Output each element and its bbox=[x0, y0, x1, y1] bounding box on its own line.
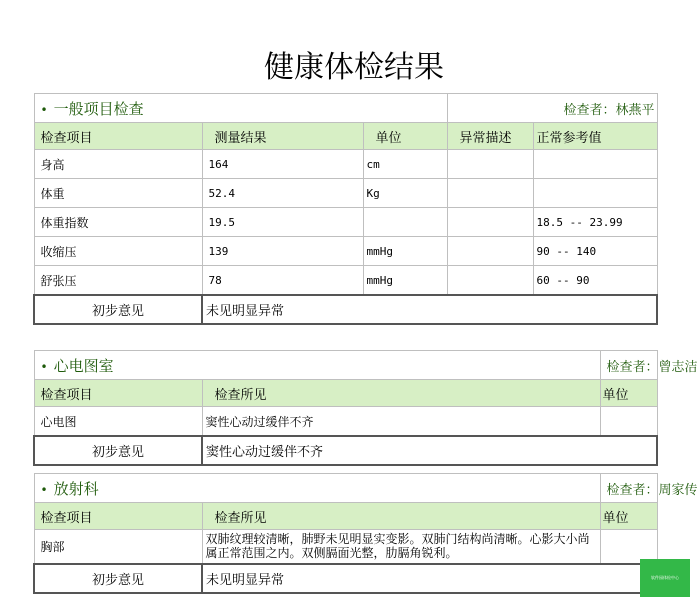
section-title: • 放射科 bbox=[34, 474, 600, 503]
item-cell: 心电图 bbox=[34, 407, 202, 437]
reference-cell: 90 -- 140 bbox=[533, 237, 657, 266]
unit-cell: mmHg bbox=[363, 237, 447, 266]
unit-cell bbox=[600, 407, 657, 437]
general-exam-table bbox=[33, 93, 658, 325]
reference-cell: 60 -- 90 bbox=[533, 266, 657, 296]
value-cell: 19.5 bbox=[202, 208, 363, 237]
opinion-label: 初步意见 bbox=[34, 436, 202, 465]
abnormal-cell bbox=[447, 179, 533, 208]
table-header-row bbox=[34, 123, 657, 150]
column-header: 检查所见 bbox=[202, 503, 600, 530]
unit-cell bbox=[363, 208, 447, 237]
examiner-label: 检查者：曾志洁 bbox=[600, 351, 657, 380]
reference-cell bbox=[533, 150, 657, 179]
abnormal-cell bbox=[447, 150, 533, 179]
item-cell: 体重指数 bbox=[34, 208, 202, 237]
opinion-text: 窦性心动过缓伴不齐 bbox=[202, 436, 657, 465]
watermark-badge: 软件园体检中心 bbox=[640, 559, 690, 597]
item-cell: 身高 bbox=[34, 150, 202, 179]
abnormal-cell bbox=[447, 208, 533, 237]
examiner-label: 检查者：周家传 bbox=[600, 474, 657, 503]
column-header: 检查项目 bbox=[34, 503, 202, 530]
opinion-row bbox=[34, 295, 657, 324]
column-header: 检查项目 bbox=[34, 380, 202, 407]
table-header-row bbox=[34, 380, 657, 407]
abnormal-cell bbox=[447, 237, 533, 266]
section-title: • 一般项目检查 bbox=[34, 94, 447, 123]
table-row bbox=[34, 208, 657, 237]
column-header: 单位 bbox=[600, 503, 657, 530]
section-title: • 心电图室 bbox=[34, 351, 600, 380]
table-row bbox=[34, 266, 657, 296]
value-cell: 52.4 bbox=[202, 179, 363, 208]
opinion-label: 初步意见 bbox=[34, 295, 202, 324]
abnormal-cell bbox=[447, 266, 533, 296]
table-row bbox=[34, 407, 657, 437]
unit-cell: Kg bbox=[363, 179, 447, 208]
finding-cell: 窦性心动过缓伴不齐 bbox=[202, 407, 600, 437]
column-header: 测量结果 bbox=[202, 123, 363, 150]
column-header: 检查项目 bbox=[34, 123, 202, 150]
value-cell: 139 bbox=[202, 237, 363, 266]
examiner-label: 检查者：林燕平 bbox=[447, 94, 657, 123]
table-row bbox=[34, 530, 657, 564]
opinion-row bbox=[34, 564, 657, 593]
opinion-row bbox=[34, 436, 657, 465]
opinion-label: 初步意见 bbox=[34, 564, 202, 593]
column-header: 异常描述 bbox=[447, 123, 533, 150]
table-row bbox=[34, 237, 657, 266]
table-row bbox=[34, 179, 657, 208]
finding-cell: 双肺纹理较清晰，肺野未见明显实变影。双肺门结构尚清晰。心影大小尚属正常范围之内。双侧膈面光整，肋膈角锐利。 bbox=[202, 530, 600, 564]
unit-cell: mmHg bbox=[363, 266, 447, 296]
page-title: 健康体检结果 bbox=[264, 50, 444, 85]
item-cell: 收缩压 bbox=[34, 237, 202, 266]
unit-cell: cm bbox=[363, 150, 447, 179]
column-header: 单位 bbox=[600, 380, 657, 407]
ecg-table bbox=[33, 350, 698, 466]
item-cell: 舒张压 bbox=[34, 266, 202, 296]
column-header: 检查所见 bbox=[202, 380, 600, 407]
column-header: 正常参考值 bbox=[533, 123, 657, 150]
item-cell: 胸部 bbox=[34, 530, 202, 564]
opinion-text: 未见明显异常 bbox=[202, 295, 657, 324]
item-cell: 体重 bbox=[34, 179, 202, 208]
opinion-text: 未见明显异常 bbox=[202, 564, 657, 593]
reference-cell bbox=[533, 179, 657, 208]
value-cell: 78 bbox=[202, 266, 363, 296]
reference-cell: 18.5 -- 23.99 bbox=[533, 208, 657, 237]
column-header: 单位 bbox=[363, 123, 447, 150]
table-header-row bbox=[34, 503, 657, 530]
value-cell: 164 bbox=[202, 150, 363, 179]
table-row bbox=[34, 150, 657, 179]
